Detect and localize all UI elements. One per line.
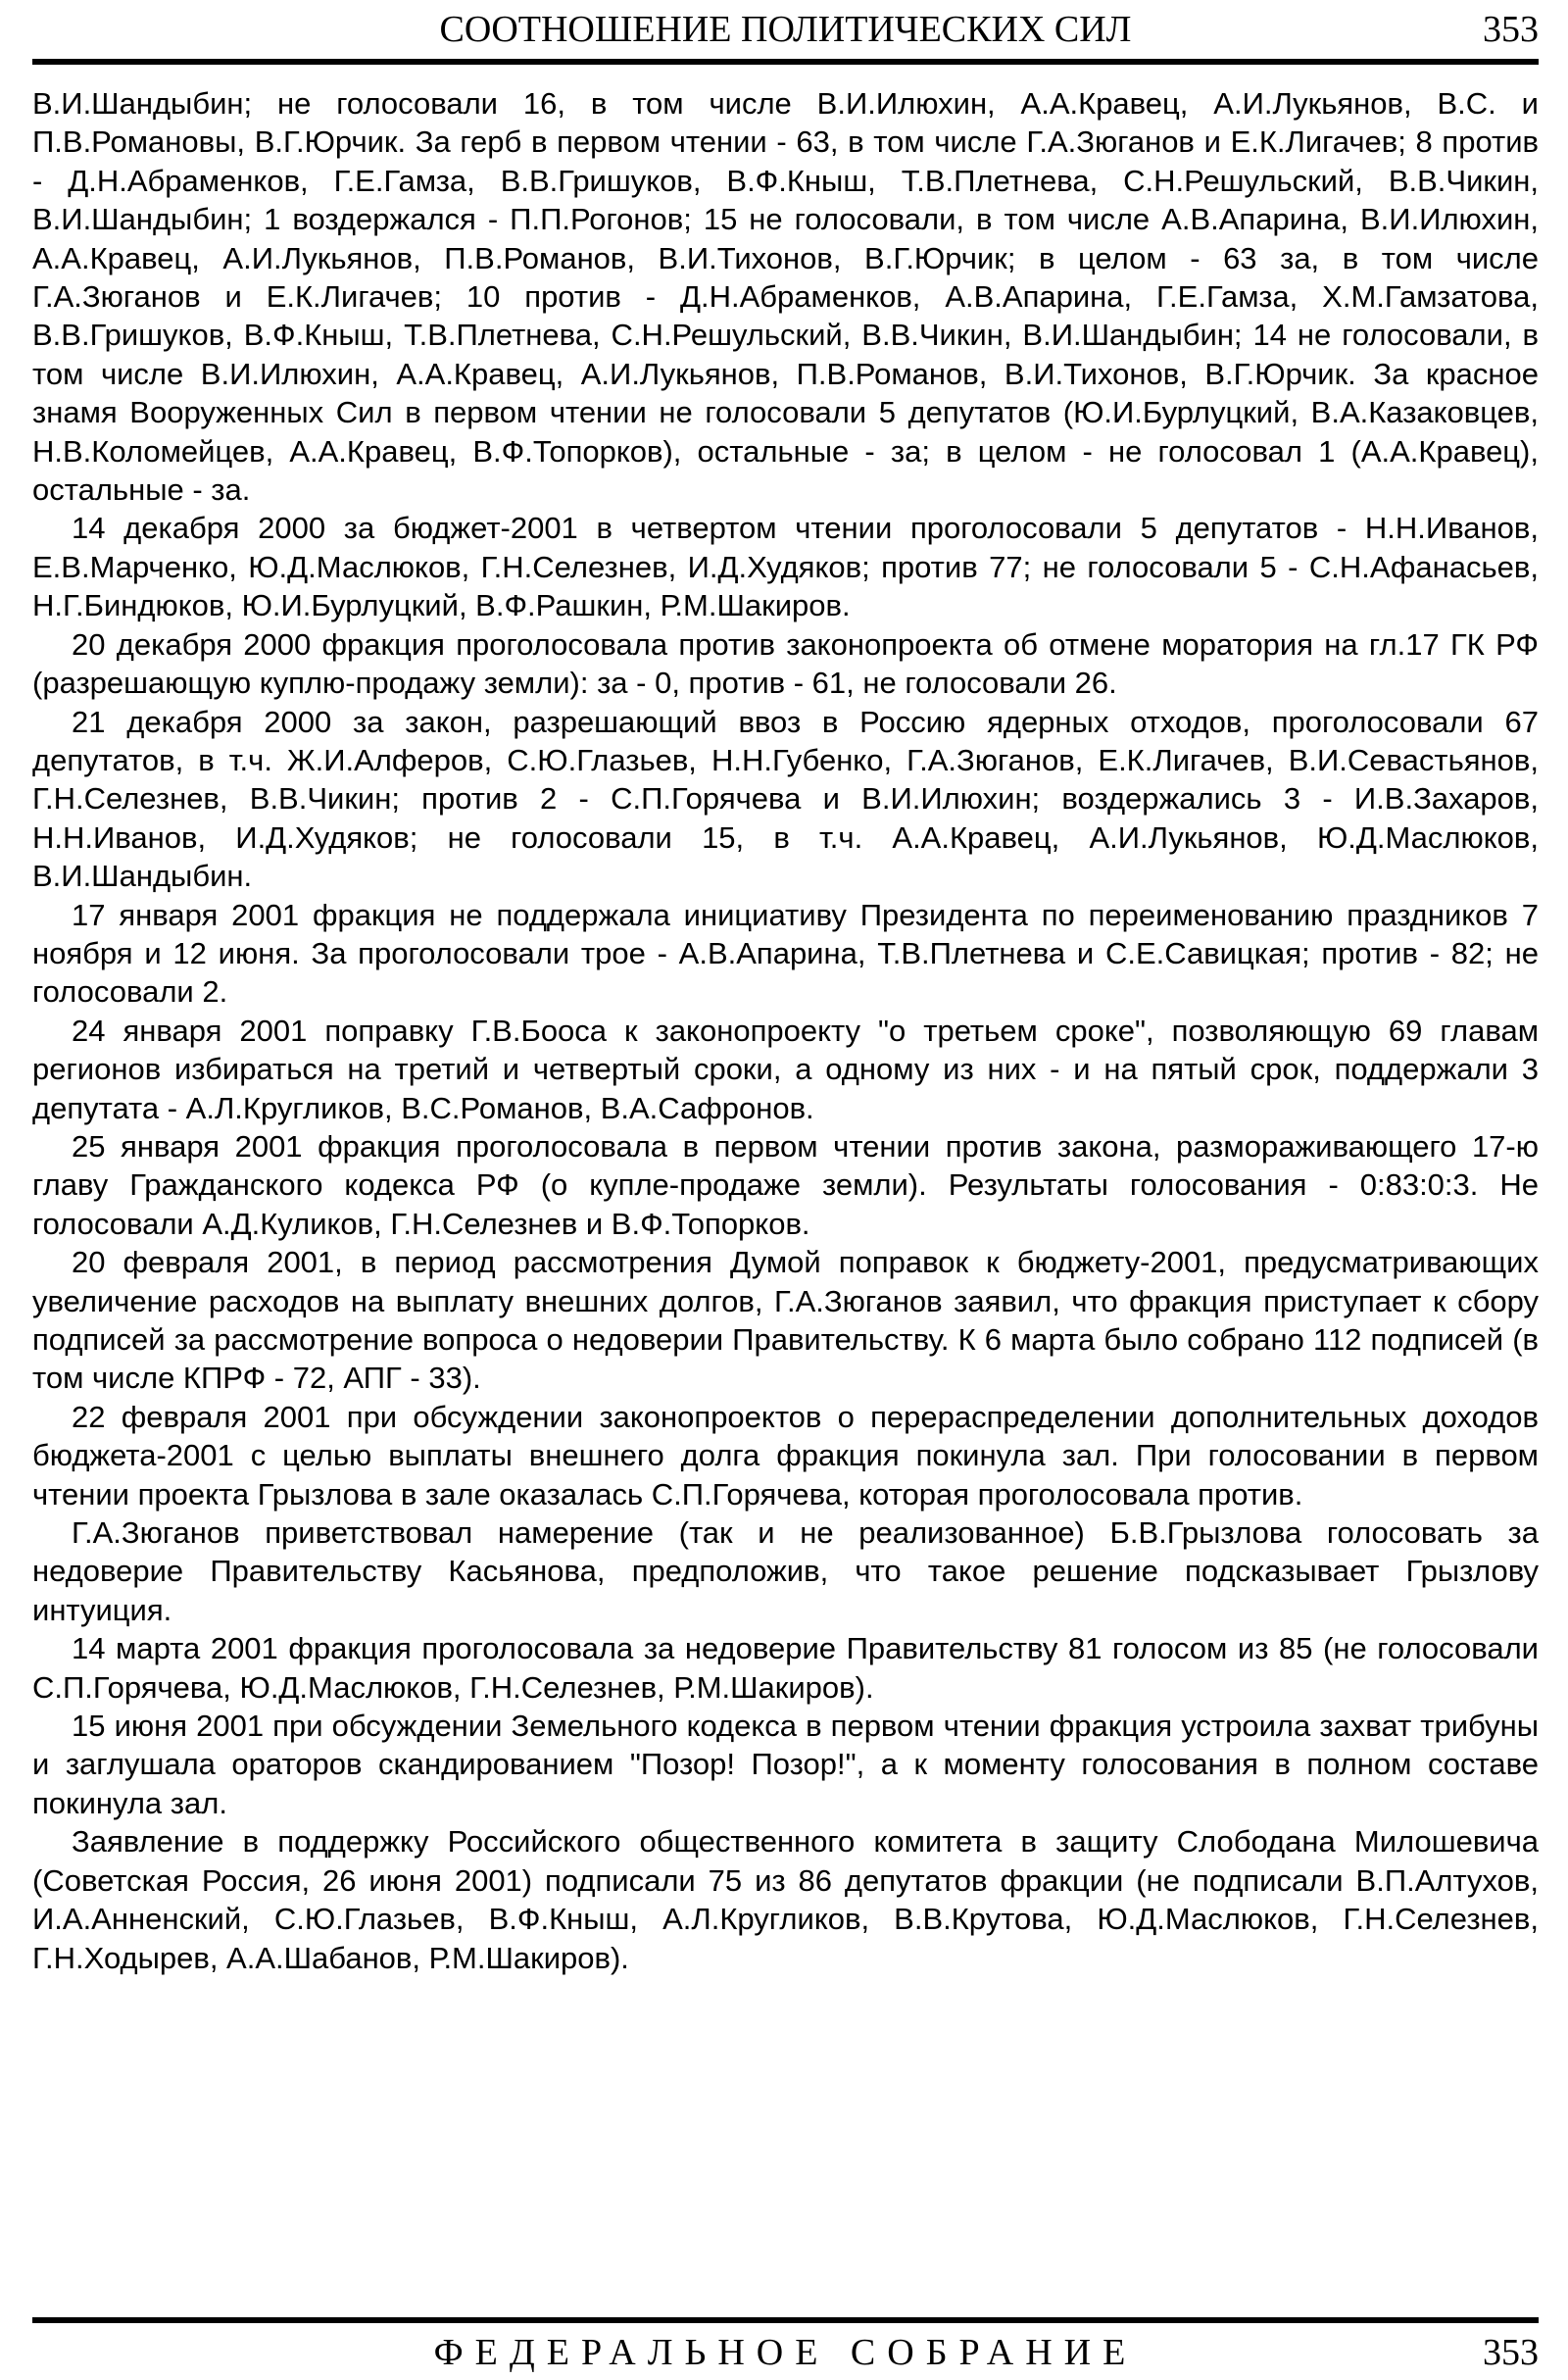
paragraph: Г.А.Зюганов приветствовал намерение (так и не реализованное) Б.В.Грызлова голосовать за недоверие Правительству Касьянова, предположив, что такое решение подсказывает Грызлову интуиция. <box>32 1515 1539 1627</box>
paragraph: Заявление в поддержку Российского общественного комитета в защиту Слободана Милошевича (Советская Россия, 26 июня 2001) подписали 75 из 86 депутатов фракции (не подписали В.П.Алтухов, И.А.Анненский, С.Ю.Глазьев, В.Ф.Кныш, А.Л.Кругликов, В.В.Крутова, Ю.Д.Маслюков, Г.Н.Селезнев, Г.Н.Ходырев, А.А.Шабанов, Р.М.Шакиров). <box>32 1824 1539 1975</box>
header-title: СООТНОШЕНИЕ ПОЛИТИЧЕСКИХ СИЛ <box>439 9 1132 50</box>
header-rule <box>32 59 1539 65</box>
paragraph: 20 декабря 2000 фракция проголосовала против законопроекта об отмене моратория на гл.17 ГК РФ (разрешающую куплю-продажу земли): за - 0, против - 61, не голосовали 26. <box>32 626 1539 701</box>
paragraph: В.И.Шандыбин; не голосовали 16, в том числе В.И.Илюхин, А.А.Кравец, А.И.Лукьянов, В.С. и П.В.Романовы, В.Г.Юрчик. За герб в первом чтении - 63, в том числе Г.А.Зюганов и Е.К.Лигачев; 8 против - Д.Н.Абраменков, Г.Е.Гамза, В.В.Гришуков, В.Ф.Кныш, Т.В.Плетнева, С.Н.Решульский, В.В.Чикин, В.И.Шандыбин; 1 воздержался - П.П.Рогонов; 15 не голосовали, в том числе А.В.Апарина, В.И.Илюхин, А.А.Кравец, А.И.Лукьянов, П.В.Романов, В.И.Тихонов, В.Г.Юрчик; в целом - 63 за, в том числе Г.А.Зюганов и Е.К.Лигачев; 10 против - Д.Н.Абраменков, А.В.Апарина, Г.Е.Гамза, Х.М.Гамзатова, В.В.Гришуков, В.Ф.Кныш, Т.В.Плетнева, С.Н.Решульский, В.В.Чикин, В.И.Шандыбин; 14 не голосовали, в том числе В.И.Илюхин, А.А.Кравец, А.И.Лукьянов, П.В.Романов, В.И.Тихонов, В.Г.Юрчик. За красное знамя Вооруженных Сил в первом чтении не голосовали 5 депутатов (Ю.И.Бурлуцкий, В.А.Казаковцев, Н.В.Коломейцев, А.А.Кравец, В.Ф.Топорков), остальные - за; в целом - не голосовал 1 (А.А.Кравец), остальные - за. <box>32 86 1539 508</box>
paragraph: 20 февраля 2001, в период рассмотрения Думой поправок к бюджету-2001, предусматривающих увеличение расходов на выплату внешних долгов, Г.А.Зюганов заявил, что фракция приступает к сбору подписей за рассмотрение вопроса о недоверии Правительству. К 6 марта было собрано 112 подписей (в том числе КПРФ - 72, АПГ - 33). <box>32 1245 1539 1396</box>
paragraph: 24 января 2001 поправку Г.В.Бооса к законопроекту "о третьем сроке", позволяющую 69 главам регионов избираться на третий и четвертый сроки, а одному из них - и на пятый срок, поддержали 3 депутата - А.Л.Кругликов, В.С.Романов, В.А.Сафронов. <box>32 1013 1539 1125</box>
running-header <box>32 8 1539 59</box>
body-text <box>32 84 1539 1977</box>
header-page-number: 353 <box>1483 9 1539 50</box>
paragraph: 14 марта 2001 фракция проголосовала за недоверие Правительству 81 голосом из 85 (не голосовали С.П.Горячева, Ю.Д.Маслюков, Г.Н.Селезнев, Р.М.Шакиров). <box>32 1631 1539 1705</box>
footer-rule <box>32 2317 1539 2323</box>
paragraph: 17 января 2001 фракция не поддержала инициативу Президента по переименованию праздников 7 ноября и 12 июня. За проголосовали трое - А.В.Апарина, Т.В.Плетнева и С.Е.Савицкая; против - 82; не голосовали 2. <box>32 897 1539 1010</box>
paragraph: 14 декабря 2000 за бюджет-2001 в четвертом чтении проголосовали 5 депутатов - Н.Н.Иванов, Е.В.Марченко, Ю.Д.Маслюков, Г.Н.Селезнев, И.Д.Худяков; против 77; не голосовали 5 - С.Н.Афанасьев, Н.Г.Биндюков, Ю.И.Бурлуцкий, В.Ф.Рашкин, Р.М.Шакиров. <box>32 511 1539 623</box>
paragraph: 25 января 2001 фракция проголосовала в первом чтении против закона, размораживающего 17-ю главу Гражданского кодекса РФ (о купле-продаже земли). Результаты голосования - 0:83:0:3. Не голосовали А.Д.Куликов, Г.Н.Селезнев и В.Ф.Топорков. <box>32 1128 1539 1241</box>
paragraph: 21 декабря 2000 за закон, разрешающий ввоз в Россию ядерных отходов, проголосовали 67 депутатов, в т.ч. Ж.И.Алферов, С.Ю.Глазьев, Н.Н.Губенко, Г.А.Зюганов, Е.К.Лигачев, В.И.Севастьянов, Г.Н.Селезнев, В.В.Чикин; против 2 - С.П.Горячева и В.И.Илюхин; воздержались 3 - И.В.Захаров, Н.Н.Иванов, И.Д.Худяков; не голосовали 15, в т.ч. А.А.Кравец, А.И.Лукьянов, Ю.Д.Маслюков, В.И.Шандыбин. <box>32 704 1539 894</box>
footer-page-number: 353 <box>1483 2332 1539 2373</box>
footer-title: ФЕДЕРАЛЬНОЕ СОБРАНИЕ <box>433 2332 1138 2373</box>
paragraph: 15 июня 2001 при обсуждении Земельного кодекса в первом чтении фракция устроила захват трибуны и заглушала ораторов скандированием "Позор! Позор!", а к моменту голосования в полном составе покинула зал. <box>32 1709 1539 1820</box>
paragraph: 22 февраля 2001 при обсуждении законопроектов о перераспределении дополнительных доходов бюджета-2001 с целью выплаты внешнего долга фракция покинула зал. При голосовании в первом чтении проекта Грызлова в зале оказалась С.П.Горячева, которая проголосовала против. <box>32 1399 1539 1512</box>
running-footer <box>32 2331 1539 2380</box>
